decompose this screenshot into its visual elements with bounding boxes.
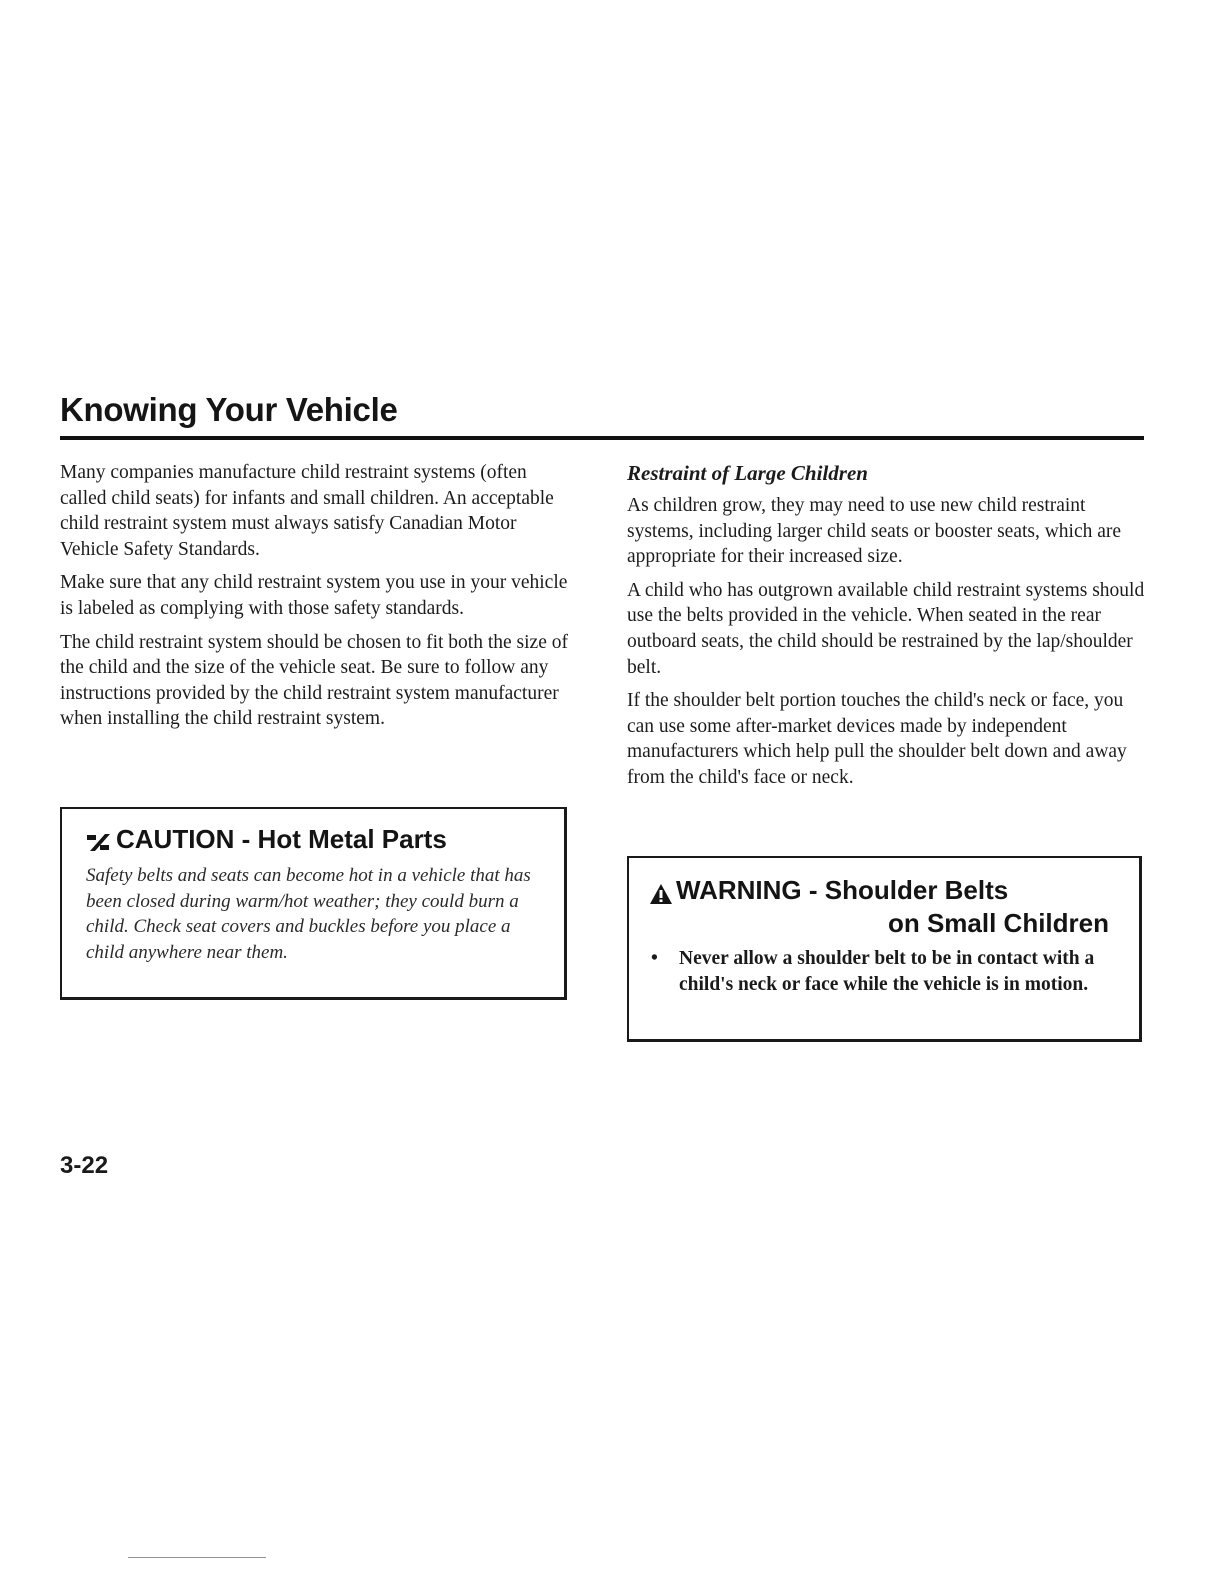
caution-title — [86, 823, 544, 855]
warning-title-line2: on Small Children — [887, 908, 1109, 938]
warning-box — [627, 856, 1142, 1042]
footer-rule — [128, 1557, 266, 1558]
page-header — [60, 388, 1144, 440]
header-rule — [60, 436, 1144, 440]
warning-item-text: Never allow a shoulder belt to be in contact with a child's neck or face while the vehicle is in motion. — [679, 948, 1095, 995]
warning-title-text-1: WARNING - Shoulder Belts — [676, 875, 1009, 905]
page-number: 3-22 — [60, 1152, 109, 1179]
caution-slash-icon — [86, 828, 112, 850]
paragraph: If the shoulder belt portion touches the child's neck or face, you can use some after-market devices made by independent manufacturers which help pull the shoulder belt down and away from the child's face or neck. — [627, 690, 1127, 788]
paragraph: Many companies manufacture child restraint systems (often called child seats) for infants and small children. An acceptable child restraint system must always satisfy Canadian Motor Vehicle Safety Standards. — [60, 462, 554, 560]
bullet-icon: • — [651, 948, 658, 969]
section-title: Knowing Your Vehicle — [60, 391, 398, 428]
caution-title-text: CAUTION - Hot Metal Parts — [116, 824, 447, 854]
paragraph: The child restraint system should be chosen to fit both the size of the child and the size of the vehicle seat. Be sure to follow any instructions provided by the child restraint system manufacturer when installing the child restraint system. — [60, 631, 568, 730]
subheading: Restraint of Large Children — [627, 461, 868, 485]
warning-triangle-icon — [649, 880, 673, 902]
warning-title-line1 — [649, 874, 1109, 907]
paragraph: A child who has outgrown available child restraint systems should use the belts provided in the vehicle. When seated in the rear outboard seats, the child should be restrained by the lap/shoulder belt. — [627, 579, 1145, 678]
left-column — [60, 460, 575, 740]
warning-list — [649, 946, 1109, 997]
right-column — [627, 460, 1145, 799]
caution-box — [60, 807, 567, 1000]
paragraph: As children grow, they may need to use new child restraint systems, including larger child seats or booster seats, which are appropriate for their increased size. — [627, 495, 1122, 568]
warning-list-item — [649, 946, 1109, 997]
warning-title — [649, 874, 1109, 940]
caution-body: Safety belts and seats can become hot in a vehicle that has been closed during warm/hot weather; they could burn a child. Check seat covers and buckles before you place a child anywhere near them. — [86, 865, 531, 963]
paragraph: Make sure that any child restraint system you use in your vehicle is labeled as complying with those safety standards. — [60, 572, 568, 619]
